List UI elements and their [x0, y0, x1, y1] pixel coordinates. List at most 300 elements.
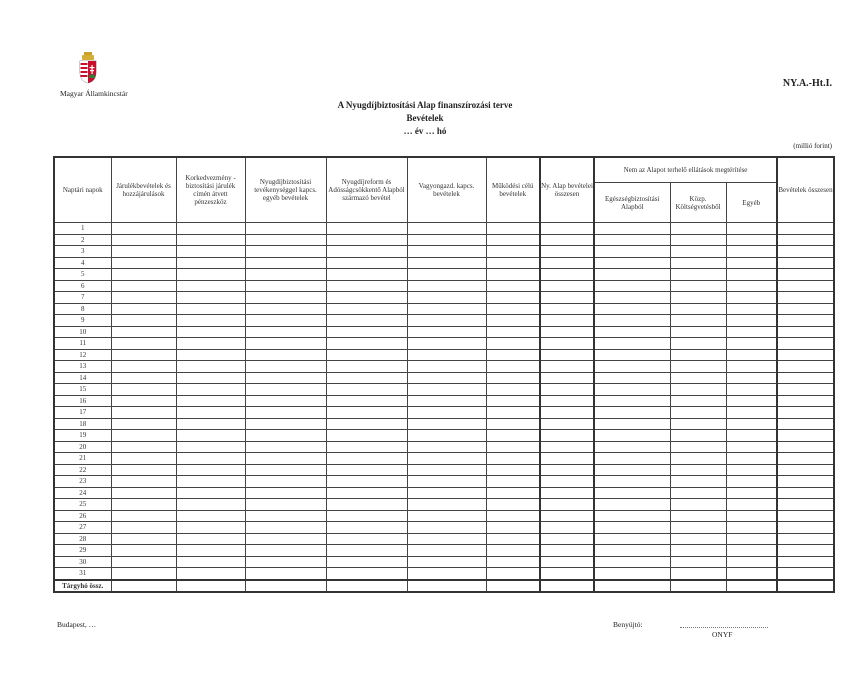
value-cell[interactable] [176, 464, 245, 476]
value-cell[interactable] [670, 533, 726, 545]
value-cell[interactable] [670, 464, 726, 476]
value-cell[interactable] [245, 372, 326, 384]
value-cell[interactable] [176, 522, 245, 534]
value-cell[interactable] [670, 453, 726, 465]
value-cell[interactable] [245, 522, 326, 534]
value-cell[interactable] [777, 580, 834, 593]
value-cell[interactable] [407, 510, 486, 522]
value-cell[interactable] [111, 510, 176, 522]
value-cell[interactable] [726, 361, 777, 373]
value-cell[interactable] [176, 338, 245, 350]
value-cell[interactable] [670, 568, 726, 580]
value-cell[interactable] [540, 303, 594, 315]
value-cell[interactable] [245, 418, 326, 430]
value-cell[interactable] [540, 407, 594, 419]
value-cell[interactable] [407, 499, 486, 511]
value-cell[interactable] [326, 533, 407, 545]
value-cell[interactable] [670, 522, 726, 534]
value-cell[interactable] [594, 384, 670, 396]
value-cell[interactable] [407, 372, 486, 384]
value-cell[interactable] [326, 580, 407, 593]
value-cell[interactable] [777, 246, 834, 258]
value-cell[interactable] [540, 280, 594, 292]
value-cell[interactable] [326, 395, 407, 407]
value-cell[interactable] [777, 257, 834, 269]
value-cell[interactable] [670, 269, 726, 281]
value-cell[interactable] [594, 246, 670, 258]
value-cell[interactable] [176, 418, 245, 430]
value-cell[interactable] [111, 303, 176, 315]
value-cell[interactable] [486, 395, 540, 407]
value-cell[interactable] [111, 407, 176, 419]
value-cell[interactable] [245, 430, 326, 442]
value-cell[interactable] [486, 487, 540, 499]
value-cell[interactable] [326, 545, 407, 557]
value-cell[interactable] [176, 407, 245, 419]
value-cell[interactable] [407, 545, 486, 557]
value-cell[interactable] [486, 372, 540, 384]
value-cell[interactable] [326, 246, 407, 258]
value-cell[interactable] [111, 395, 176, 407]
value-cell[interactable] [594, 303, 670, 315]
value-cell[interactable] [326, 361, 407, 373]
value-cell[interactable] [176, 556, 245, 568]
value-cell[interactable] [111, 246, 176, 258]
value-cell[interactable] [777, 476, 834, 488]
value-cell[interactable] [326, 499, 407, 511]
value-cell[interactable] [111, 372, 176, 384]
value-cell[interactable] [540, 453, 594, 465]
value-cell[interactable] [726, 315, 777, 327]
value-cell[interactable] [594, 292, 670, 304]
value-cell[interactable] [111, 326, 176, 338]
value-cell[interactable] [670, 280, 726, 292]
value-cell[interactable] [540, 545, 594, 557]
value-cell[interactable] [777, 464, 834, 476]
value-cell[interactable] [594, 487, 670, 499]
value-cell[interactable] [326, 338, 407, 350]
value-cell[interactable] [111, 418, 176, 430]
value-cell[interactable] [176, 568, 245, 580]
value-cell[interactable] [111, 580, 176, 593]
value-cell[interactable] [407, 430, 486, 442]
value-cell[interactable] [670, 580, 726, 593]
value-cell[interactable] [594, 372, 670, 384]
value-cell[interactable] [326, 568, 407, 580]
value-cell[interactable] [486, 556, 540, 568]
value-cell[interactable] [245, 476, 326, 488]
value-cell[interactable] [407, 292, 486, 304]
value-cell[interactable] [407, 338, 486, 350]
value-cell[interactable] [176, 303, 245, 315]
value-cell[interactable] [407, 568, 486, 580]
value-cell[interactable] [777, 533, 834, 545]
value-cell[interactable] [486, 441, 540, 453]
value-cell[interactable] [486, 533, 540, 545]
value-cell[interactable] [176, 223, 245, 235]
value-cell[interactable] [245, 303, 326, 315]
value-cell[interactable] [326, 441, 407, 453]
value-cell[interactable] [245, 246, 326, 258]
value-cell[interactable] [594, 280, 670, 292]
value-cell[interactable] [111, 464, 176, 476]
value-cell[interactable] [594, 395, 670, 407]
value-cell[interactable] [326, 556, 407, 568]
value-cell[interactable] [594, 269, 670, 281]
value-cell[interactable] [111, 522, 176, 534]
value-cell[interactable] [245, 395, 326, 407]
value-cell[interactable] [176, 430, 245, 442]
value-cell[interactable] [726, 476, 777, 488]
value-cell[interactable] [176, 292, 245, 304]
value-cell[interactable] [486, 510, 540, 522]
value-cell[interactable] [726, 487, 777, 499]
value-cell[interactable] [777, 223, 834, 235]
value-cell[interactable] [670, 292, 726, 304]
value-cell[interactable] [111, 476, 176, 488]
value-cell[interactable] [176, 269, 245, 281]
value-cell[interactable] [726, 292, 777, 304]
value-cell[interactable] [176, 545, 245, 557]
value-cell[interactable] [486, 326, 540, 338]
value-cell[interactable] [726, 499, 777, 511]
value-cell[interactable] [407, 556, 486, 568]
value-cell[interactable] [407, 441, 486, 453]
value-cell[interactable] [326, 476, 407, 488]
value-cell[interactable] [777, 522, 834, 534]
value-cell[interactable] [594, 418, 670, 430]
value-cell[interactable] [726, 246, 777, 258]
value-cell[interactable] [777, 280, 834, 292]
value-cell[interactable] [245, 556, 326, 568]
value-cell[interactable] [326, 487, 407, 499]
value-cell[interactable] [726, 349, 777, 361]
value-cell[interactable] [486, 580, 540, 593]
value-cell[interactable] [407, 384, 486, 396]
value-cell[interactable] [407, 303, 486, 315]
value-cell[interactable] [670, 418, 726, 430]
value-cell[interactable] [486, 269, 540, 281]
value-cell[interactable] [486, 246, 540, 258]
value-cell[interactable] [176, 257, 245, 269]
value-cell[interactable] [594, 315, 670, 327]
value-cell[interactable] [111, 384, 176, 396]
value-cell[interactable] [726, 407, 777, 419]
value-cell[interactable] [176, 499, 245, 511]
value-cell[interactable] [176, 384, 245, 396]
value-cell[interactable] [540, 269, 594, 281]
value-cell[interactable] [777, 326, 834, 338]
value-cell[interactable] [540, 395, 594, 407]
value-cell[interactable] [670, 510, 726, 522]
value-cell[interactable] [407, 234, 486, 246]
value-cell[interactable] [245, 510, 326, 522]
value-cell[interactable] [777, 568, 834, 580]
value-cell[interactable] [777, 430, 834, 442]
value-cell[interactable] [540, 568, 594, 580]
value-cell[interactable] [326, 384, 407, 396]
value-cell[interactable] [245, 292, 326, 304]
value-cell[interactable] [326, 430, 407, 442]
value-cell[interactable] [176, 372, 245, 384]
value-cell[interactable] [111, 338, 176, 350]
value-cell[interactable] [111, 280, 176, 292]
value-cell[interactable] [326, 315, 407, 327]
value-cell[interactable] [176, 349, 245, 361]
value-cell[interactable] [245, 580, 326, 593]
value-cell[interactable] [245, 269, 326, 281]
value-cell[interactable] [486, 349, 540, 361]
value-cell[interactable] [594, 464, 670, 476]
value-cell[interactable] [726, 441, 777, 453]
value-cell[interactable] [486, 464, 540, 476]
value-cell[interactable] [407, 349, 486, 361]
value-cell[interactable] [176, 476, 245, 488]
value-cell[interactable] [726, 223, 777, 235]
value-cell[interactable] [407, 326, 486, 338]
value-cell[interactable] [326, 269, 407, 281]
value-cell[interactable] [594, 476, 670, 488]
value-cell[interactable] [670, 361, 726, 373]
value-cell[interactable] [594, 556, 670, 568]
value-cell[interactable] [777, 441, 834, 453]
value-cell[interactable] [777, 487, 834, 499]
value-cell[interactable] [176, 361, 245, 373]
value-cell[interactable] [670, 338, 726, 350]
value-cell[interactable] [540, 384, 594, 396]
value-cell[interactable] [540, 464, 594, 476]
value-cell[interactable] [726, 338, 777, 350]
value-cell[interactable] [726, 510, 777, 522]
value-cell[interactable] [540, 522, 594, 534]
value-cell[interactable] [326, 303, 407, 315]
value-cell[interactable] [407, 280, 486, 292]
value-cell[interactable] [245, 361, 326, 373]
value-cell[interactable] [407, 223, 486, 235]
value-cell[interactable] [540, 361, 594, 373]
value-cell[interactable] [540, 246, 594, 258]
value-cell[interactable] [726, 418, 777, 430]
value-cell[interactable] [594, 453, 670, 465]
value-cell[interactable] [540, 326, 594, 338]
value-cell[interactable] [486, 257, 540, 269]
value-cell[interactable] [326, 292, 407, 304]
value-cell[interactable] [726, 545, 777, 557]
value-cell[interactable] [111, 361, 176, 373]
value-cell[interactable] [777, 407, 834, 419]
value-cell[interactable] [407, 418, 486, 430]
value-cell[interactable] [670, 349, 726, 361]
value-cell[interactable] [670, 407, 726, 419]
value-cell[interactable] [594, 234, 670, 246]
value-cell[interactable] [777, 453, 834, 465]
value-cell[interactable] [176, 315, 245, 327]
value-cell[interactable] [777, 349, 834, 361]
value-cell[interactable] [777, 234, 834, 246]
value-cell[interactable] [486, 315, 540, 327]
value-cell[interactable] [670, 257, 726, 269]
value-cell[interactable] [726, 372, 777, 384]
value-cell[interactable] [777, 372, 834, 384]
value-cell[interactable] [594, 441, 670, 453]
value-cell[interactable] [245, 326, 326, 338]
value-cell[interactable] [594, 326, 670, 338]
value-cell[interactable] [670, 499, 726, 511]
value-cell[interactable] [540, 580, 594, 593]
value-cell[interactable] [594, 223, 670, 235]
value-cell[interactable] [594, 545, 670, 557]
value-cell[interactable] [486, 545, 540, 557]
value-cell[interactable] [726, 384, 777, 396]
value-cell[interactable] [407, 407, 486, 419]
value-cell[interactable] [594, 522, 670, 534]
value-cell[interactable] [540, 499, 594, 511]
value-cell[interactable] [486, 407, 540, 419]
value-cell[interactable] [670, 384, 726, 396]
value-cell[interactable] [726, 453, 777, 465]
value-cell[interactable] [486, 338, 540, 350]
value-cell[interactable] [670, 556, 726, 568]
value-cell[interactable] [726, 257, 777, 269]
value-cell[interactable] [540, 430, 594, 442]
value-cell[interactable] [111, 234, 176, 246]
value-cell[interactable] [176, 510, 245, 522]
value-cell[interactable] [245, 234, 326, 246]
value-cell[interactable] [540, 487, 594, 499]
value-cell[interactable] [245, 407, 326, 419]
value-cell[interactable] [486, 418, 540, 430]
value-cell[interactable] [540, 441, 594, 453]
value-cell[interactable] [777, 556, 834, 568]
value-cell[interactable] [486, 223, 540, 235]
value-cell[interactable] [245, 453, 326, 465]
value-cell[interactable] [176, 453, 245, 465]
value-cell[interactable] [111, 568, 176, 580]
value-cell[interactable] [726, 280, 777, 292]
value-cell[interactable] [777, 418, 834, 430]
value-cell[interactable] [245, 499, 326, 511]
value-cell[interactable] [486, 476, 540, 488]
value-cell[interactable] [176, 395, 245, 407]
value-cell[interactable] [111, 315, 176, 327]
value-cell[interactable] [111, 269, 176, 281]
value-cell[interactable] [726, 303, 777, 315]
value-cell[interactable] [540, 315, 594, 327]
value-cell[interactable] [245, 280, 326, 292]
value-cell[interactable] [486, 384, 540, 396]
value-cell[interactable] [111, 257, 176, 269]
value-cell[interactable] [670, 246, 726, 258]
value-cell[interactable] [670, 487, 726, 499]
value-cell[interactable] [245, 441, 326, 453]
value-cell[interactable] [670, 395, 726, 407]
value-cell[interactable] [176, 533, 245, 545]
value-cell[interactable] [326, 407, 407, 419]
value-cell[interactable] [777, 384, 834, 396]
value-cell[interactable] [407, 257, 486, 269]
value-cell[interactable] [176, 326, 245, 338]
value-cell[interactable] [486, 234, 540, 246]
value-cell[interactable] [407, 395, 486, 407]
value-cell[interactable] [726, 269, 777, 281]
value-cell[interactable] [326, 372, 407, 384]
value-cell[interactable] [670, 430, 726, 442]
value-cell[interactable] [245, 568, 326, 580]
value-cell[interactable] [726, 430, 777, 442]
value-cell[interactable] [407, 361, 486, 373]
value-cell[interactable] [670, 223, 726, 235]
value-cell[interactable] [407, 487, 486, 499]
value-cell[interactable] [111, 441, 176, 453]
value-cell[interactable] [486, 568, 540, 580]
value-cell[interactable] [486, 430, 540, 442]
value-cell[interactable] [540, 292, 594, 304]
value-cell[interactable] [176, 580, 245, 593]
value-cell[interactable] [777, 269, 834, 281]
value-cell[interactable] [726, 556, 777, 568]
value-cell[interactable] [407, 580, 486, 593]
value-cell[interactable] [594, 568, 670, 580]
value-cell[interactable] [245, 464, 326, 476]
value-cell[interactable] [326, 349, 407, 361]
value-cell[interactable] [486, 522, 540, 534]
value-cell[interactable] [670, 545, 726, 557]
value-cell[interactable] [111, 430, 176, 442]
value-cell[interactable] [540, 223, 594, 235]
value-cell[interactable] [540, 510, 594, 522]
value-cell[interactable] [407, 453, 486, 465]
value-cell[interactable] [777, 499, 834, 511]
value-cell[interactable] [326, 234, 407, 246]
value-cell[interactable] [540, 257, 594, 269]
value-cell[interactable] [540, 556, 594, 568]
value-cell[interactable] [726, 395, 777, 407]
value-cell[interactable] [326, 418, 407, 430]
value-cell[interactable] [326, 510, 407, 522]
value-cell[interactable] [245, 487, 326, 499]
value-cell[interactable] [726, 568, 777, 580]
value-cell[interactable] [540, 349, 594, 361]
value-cell[interactable] [245, 223, 326, 235]
value-cell[interactable] [726, 533, 777, 545]
value-cell[interactable] [777, 545, 834, 557]
value-cell[interactable] [111, 349, 176, 361]
value-cell[interactable] [594, 338, 670, 350]
value-cell[interactable] [111, 292, 176, 304]
value-cell[interactable] [726, 464, 777, 476]
value-cell[interactable] [486, 292, 540, 304]
value-cell[interactable] [111, 499, 176, 511]
value-cell[interactable] [540, 476, 594, 488]
value-cell[interactable] [594, 580, 670, 593]
value-cell[interactable] [777, 292, 834, 304]
value-cell[interactable] [594, 349, 670, 361]
value-cell[interactable] [777, 510, 834, 522]
value-cell[interactable] [486, 499, 540, 511]
value-cell[interactable] [594, 257, 670, 269]
value-cell[interactable] [245, 349, 326, 361]
value-cell[interactable] [176, 234, 245, 246]
value-cell[interactable] [777, 395, 834, 407]
value-cell[interactable] [326, 326, 407, 338]
value-cell[interactable] [486, 280, 540, 292]
value-cell[interactable] [670, 441, 726, 453]
value-cell[interactable] [540, 372, 594, 384]
value-cell[interactable] [245, 338, 326, 350]
value-cell[interactable] [326, 223, 407, 235]
value-cell[interactable] [777, 303, 834, 315]
value-cell[interactable] [407, 315, 486, 327]
